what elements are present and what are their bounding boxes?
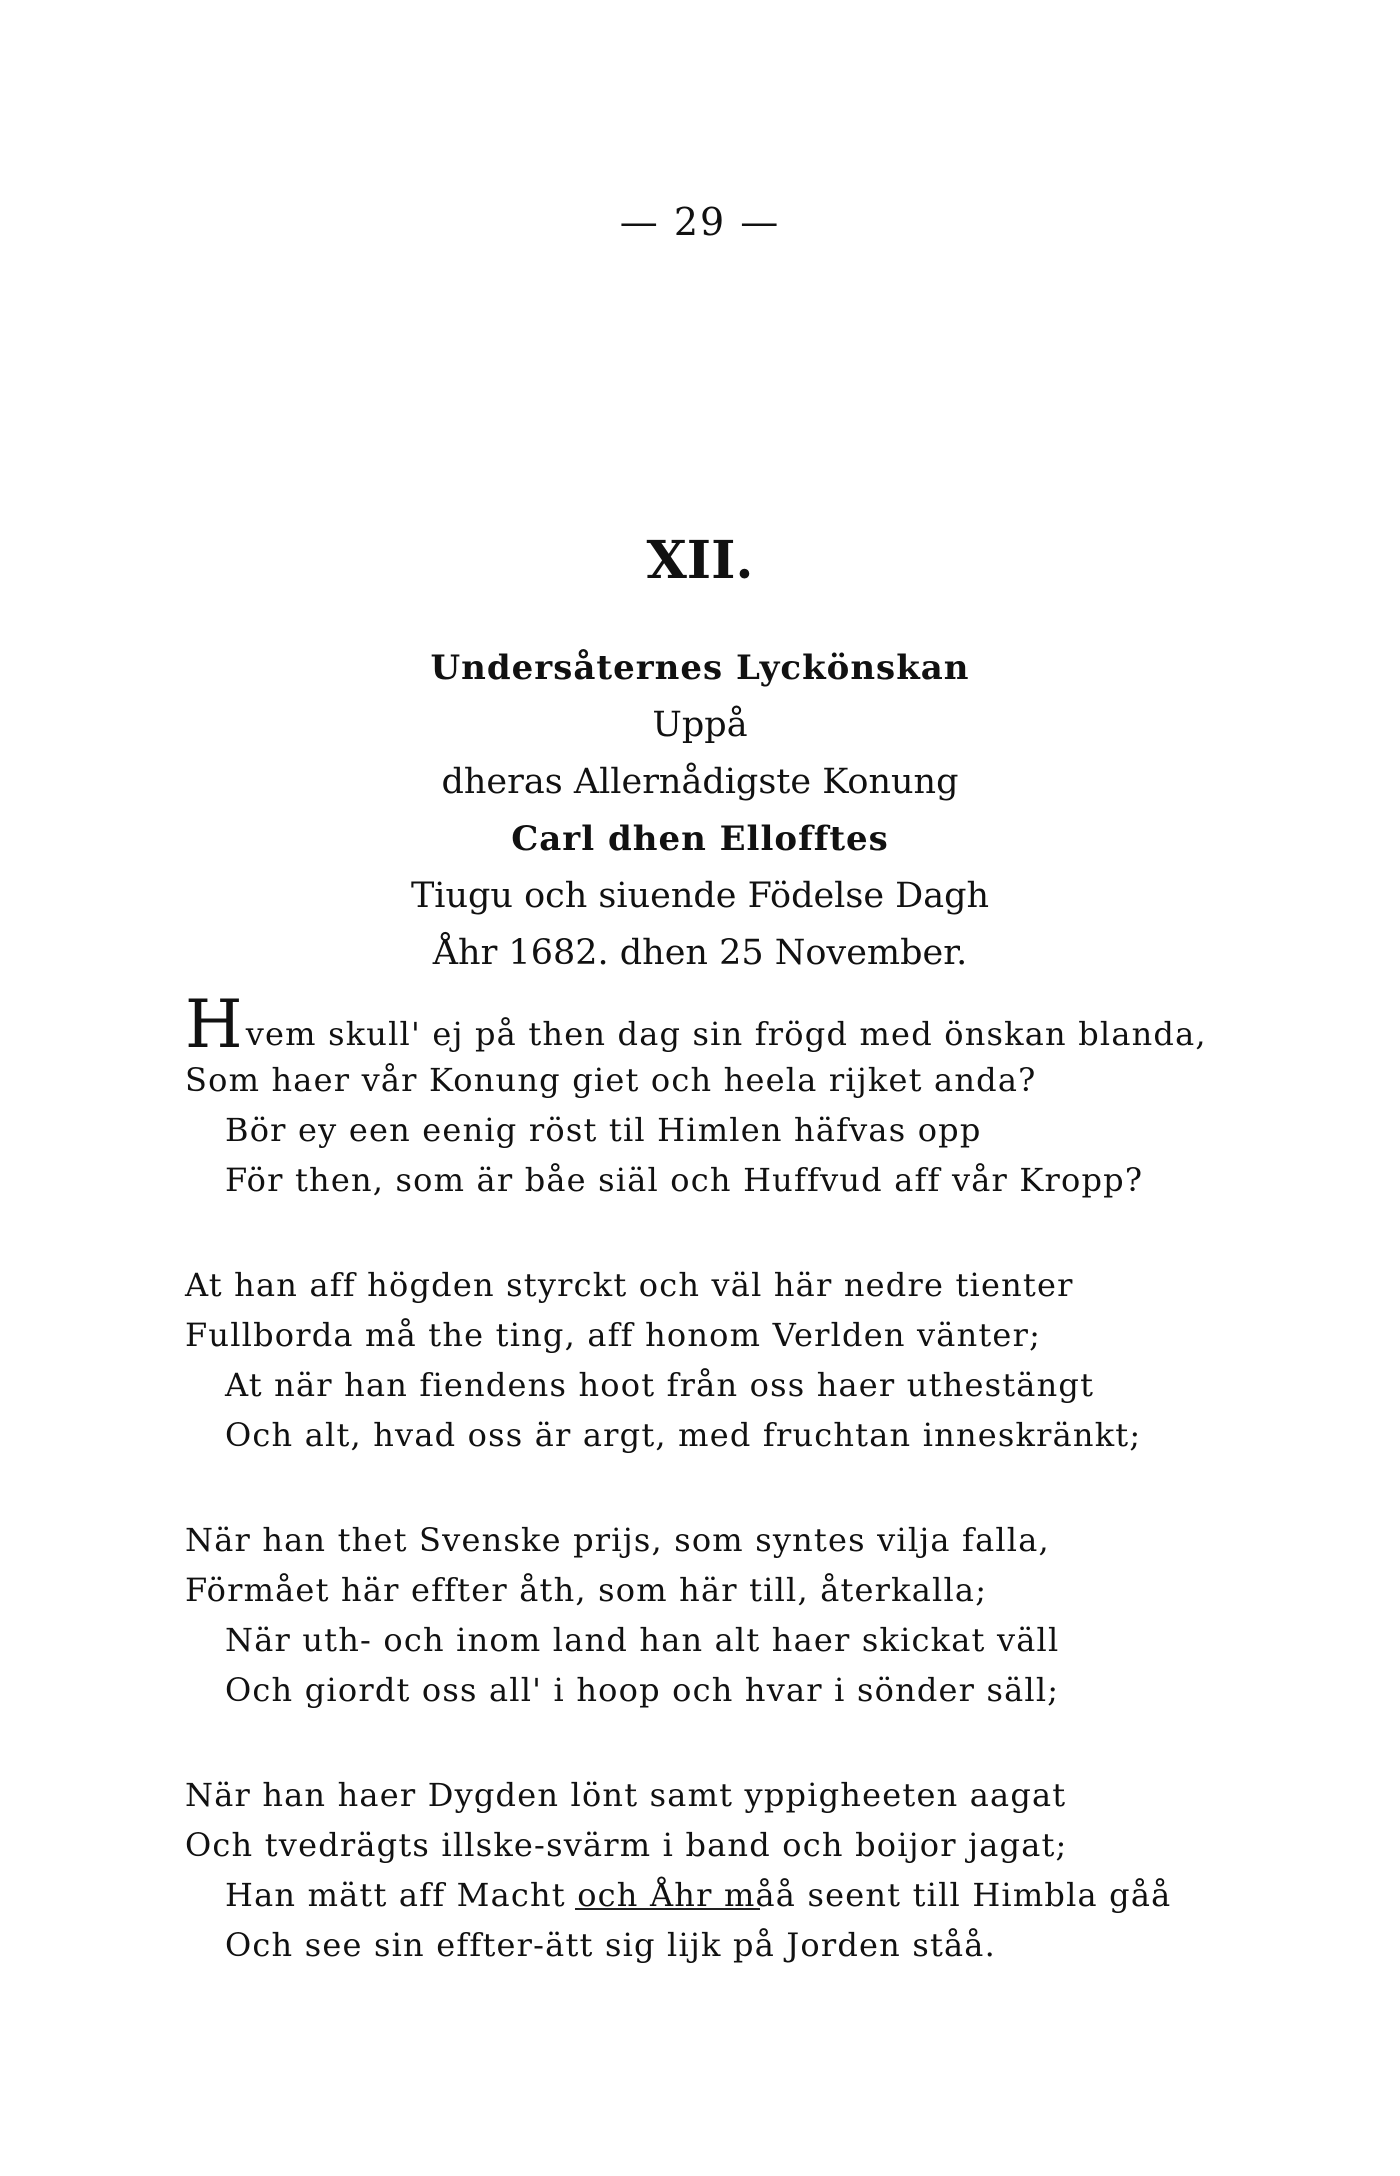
poem-line: Förmået här effter åth, som här till, återkalla; xyxy=(185,1571,988,1609)
poem-heading xyxy=(0,640,1400,982)
heading-line: Åhr 1682. dhen 25 November. xyxy=(432,933,968,973)
stanza xyxy=(185,1770,1245,1970)
poem-line: Fullborda må the ting, aff honom Verlden vänter; xyxy=(185,1316,1042,1354)
poem-line: Och giordt oss all' i hoop och hvar i sönder säll; xyxy=(225,1671,1060,1709)
poem-line-text: vem skull' ej på then dag sin frögd med önskan blanda, xyxy=(245,1015,1207,1053)
poem-line: At när han fiendens hoot från oss haer uthestängt xyxy=(225,1366,1095,1404)
poem-line: Och alt, hvad oss är argt, med fruchtan inneskränkt; xyxy=(225,1416,1142,1454)
poem-line xyxy=(185,986,1245,1063)
poem-line: At han aff högden styrckt och väl här nedre tienter xyxy=(185,1266,1074,1304)
heading-line: dheras Allernådigste Konung xyxy=(441,762,959,802)
poem-line: För then, som är båe siäl och Huffvud aff vår Kropp? xyxy=(225,1161,1144,1199)
section-number: XII. xyxy=(646,530,754,591)
end-rule xyxy=(575,1908,760,1910)
poem-line: Och see sin effter-ätt sig lijk på Jorden ståå. xyxy=(225,1926,996,1964)
poem-body xyxy=(185,986,1245,2025)
poem-line: När uth- och inom land han alt haer skickat väll xyxy=(225,1621,1060,1659)
heading-line: Carl dhen Ellofftes xyxy=(511,819,889,859)
drop-cap: H xyxy=(185,986,244,1063)
stanza xyxy=(185,986,1245,1205)
stanza xyxy=(185,1515,1245,1715)
poem-line: Han mätt aff Macht och Åhr måå seent till Himbla gåå xyxy=(225,1876,1172,1914)
poem-line: Och tvedrägts illske-svärm i band och boijor jagat; xyxy=(185,1826,1068,1864)
stanza xyxy=(185,1260,1245,1460)
heading-line: Tiugu och siuende Födelse Dagh xyxy=(410,876,990,916)
page-number: — 29 — xyxy=(619,200,781,244)
poem-line: Som haer vår Konung giet och heela rijket anda? xyxy=(185,1061,1037,1099)
poem-line: När han haer Dygden lönt samt yppigheeten aagat xyxy=(185,1776,1067,1814)
poem-line: När han thet Svenske prijs, som syntes vilja falla, xyxy=(185,1521,1050,1559)
poem-line: Bör ey een eenig röst til Himlen häfvas opp xyxy=(225,1111,982,1149)
heading-line: Undersåternes Lyckönskan xyxy=(430,648,970,688)
heading-line: Uppå xyxy=(652,705,748,745)
